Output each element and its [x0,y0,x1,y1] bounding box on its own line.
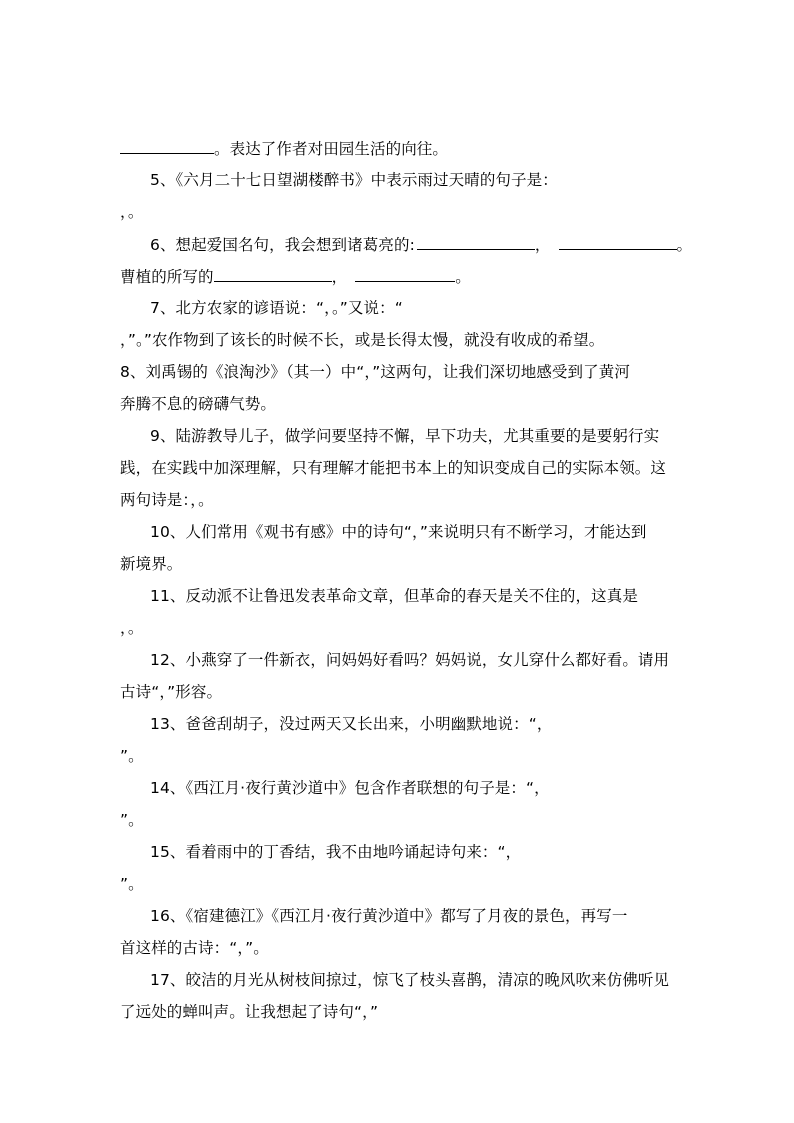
answer-line: ，。 [120,619,144,637]
question-12: 12、小燕穿了一件新衣，问妈妈好看吗？妈妈说，女儿穿什么都好看。请用 [150,651,670,669]
question-17-cont: 了远处的蝉叫声。让我想起了诗句“，” [120,1003,379,1021]
answer-line: ”。 [120,875,144,893]
answer-blank[interactable] [355,266,455,282]
question-16-cont: 首这样的古诗：“，”。 [120,939,269,957]
answer-blank[interactable] [120,138,214,154]
answer-line: ”。 [120,811,144,829]
answer-line: ”。 [120,747,144,765]
question-17: 17、皎洁的月光从树枝间掠过，惊飞了枝头喜鹊，清凉的晚风吹来仿佛听见 [150,971,670,989]
answer-line: ，。 [120,203,144,221]
text-span: 曹植的所写的 [120,268,214,286]
text-span: 。 [676,236,693,254]
answer-blank[interactable] [214,266,332,282]
question-10-cont: 新境界。 [120,555,183,573]
question-15: 15、看着雨中的丁香结，我不由地吟诵起诗句来：“， [150,843,522,861]
question-12-cont: 古诗“，”形容。 [120,683,223,701]
question-10: 10、人们常用《观书有感》中的诗句“，”来说明只有不断学习，才能达到 [150,523,647,541]
text-span: ， [534,236,551,254]
question-13: 13、爸爸刮胡子，没过两天又长出来，小明幽默地说：“， [150,715,553,733]
text-span: ， [331,268,348,286]
answer-blank[interactable] [559,234,677,250]
question-9-cont: 两句诗是：，。 [120,491,214,509]
question-7-cont: ，”。”农作物到了该长的时候不长，或是长得太慢，就没有收成的希望。 [120,331,605,349]
question-6-cont [120,266,471,287]
question-11: 11、反动派不让鲁迅发表革命文章，但革命的春天是关不住的，这真是 [150,587,638,605]
question-9: 9、陆游教导儿子，做学问要坚持不懈，早下功夫，尤其重要的是要躬行实 [150,427,660,445]
question-5: 5、《六月二十七日望湖楼醉书》中表示雨过天晴的句子是： [150,171,558,189]
answer-blank[interactable] [417,234,535,250]
question-8-cont: 奔腾不息的磅礴气势。 [120,395,277,413]
question-8: 8、刘禹锡的《浪淘沙》（其一）中“，”这两句，让我们深切地感受到了黄河 [120,363,630,381]
line-1 [120,138,448,159]
question-16: 16、《宿建德江》《西江月·夜行黄沙道中》都写了月夜的景色，再写一 [150,907,628,925]
question-6 [150,234,692,255]
text-span: 6、想起爱国名句，我会想到诸葛亮的: [150,236,415,254]
question-14: 14、《西江月·夜行黄沙道中》包含作者联想的句子是：“， [150,779,550,797]
question-7: 7、北方农家的谚语说：“，。”又说：“ [150,299,403,317]
text-span: 。 [455,268,471,286]
text-span: 。表达了作者对田园生活的向往。 [214,140,449,158]
question-9-cont: 践，在实践中加深理解，只有理解才能把书本上的知识变成自己的实际本领。这 [120,459,667,477]
